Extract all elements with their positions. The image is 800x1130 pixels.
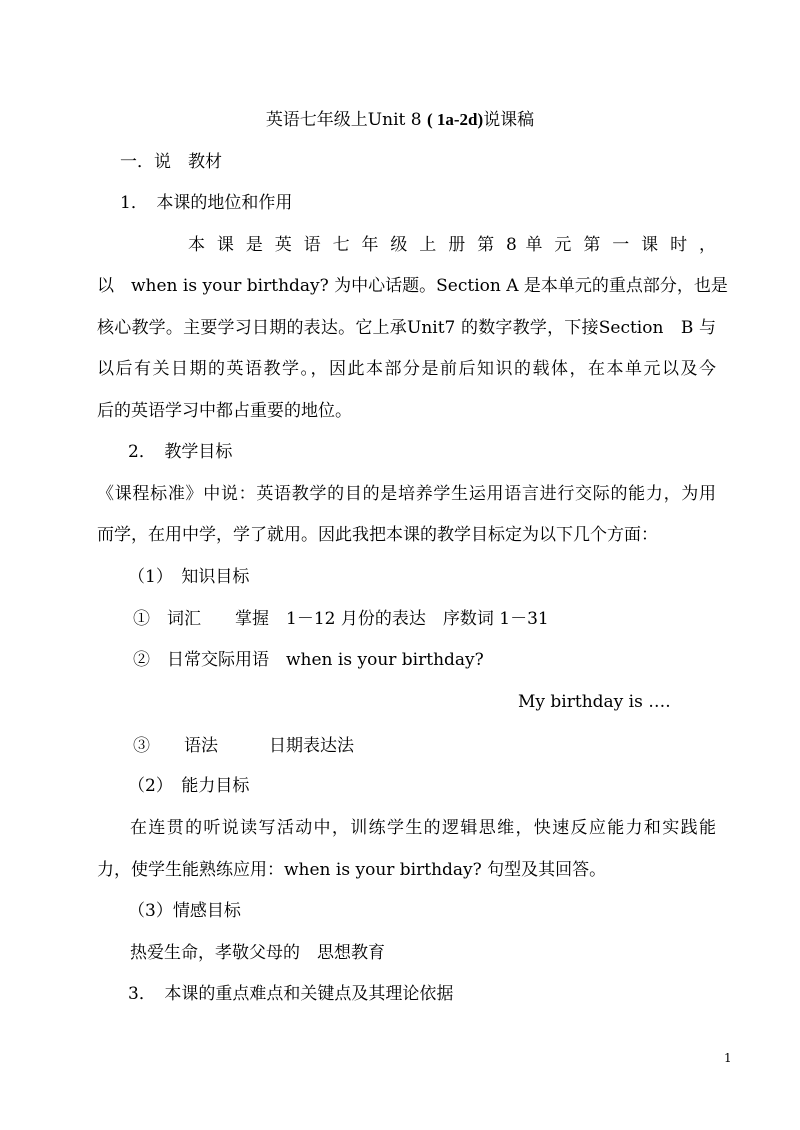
paragraph-line: 在连贯的听说读写活动中，训练学生的逻辑思维，快速反应能力和实践能 — [130, 818, 716, 838]
title-text: 英语七年级上Unit 8 — [265, 110, 427, 130]
title-suffix: 说课稿 — [483, 110, 535, 130]
objective-heading-2: （2） 能力目标 — [128, 776, 250, 796]
section-heading-1: 一．说 教材 — [120, 152, 222, 172]
title-bold-range: ( 1a-2d) — [426, 110, 484, 129]
subheading-3: 3． 本课的重点难点和关键点及其理论依据 — [128, 984, 454, 1004]
objective-heading-3: （3）情感目标 — [128, 901, 241, 921]
paragraph-line: 后的英语学习中都占重要的地位。 — [97, 401, 352, 421]
subheading-2: 2． 教学目标 — [128, 442, 233, 462]
paragraph-line: 以后有关日期的英语教学。，因此本部分是前后知识的载体，在本单元以及今 — [97, 359, 716, 379]
paragraph-line: 热爱生命，孝敬父母的 思想教育 — [130, 943, 385, 963]
document-title — [0, 108, 800, 132]
paragraph-line: 《课程标准》中说：英语教学的目的是培养学生运用语言进行交际的能力，为用 — [97, 484, 716, 504]
subheading-1: 1． 本课的地位和作用 — [120, 193, 293, 213]
list-item: ② 日常交际用语 when is your birthday? — [133, 650, 484, 670]
paragraph-line: 力，使学生能熟练应用：when is your birthday? 句型及其回答。 — [97, 860, 607, 880]
page-number: 1 — [724, 1051, 732, 1065]
paragraph-line: 本 课 是 英 语 七 年 级 上 册 第 8 单 元 第 一 课 时 ， — [188, 235, 716, 255]
paragraph-line: 以 when is your birthday? 为中心话题。Section A 是本单元的重点部分，也是 — [97, 276, 728, 296]
list-item: ③ 语法 日期表达法 — [133, 736, 354, 756]
list-item-continuation: My birthday is …. — [518, 692, 671, 712]
objective-heading-1: （1） 知识目标 — [128, 567, 250, 587]
list-item: ① 词汇 掌握 1－12 月份的表达 序数词 1－31 — [133, 609, 549, 629]
paragraph-line: 而学，在用中学，学了就用。因此我把本课的教学目标定为以下几个方面： — [97, 525, 658, 545]
paragraph-line: 核心教学。主要学习日期的表达。它上承Unit7 的数字教学，下接Section B 与 — [97, 318, 716, 338]
